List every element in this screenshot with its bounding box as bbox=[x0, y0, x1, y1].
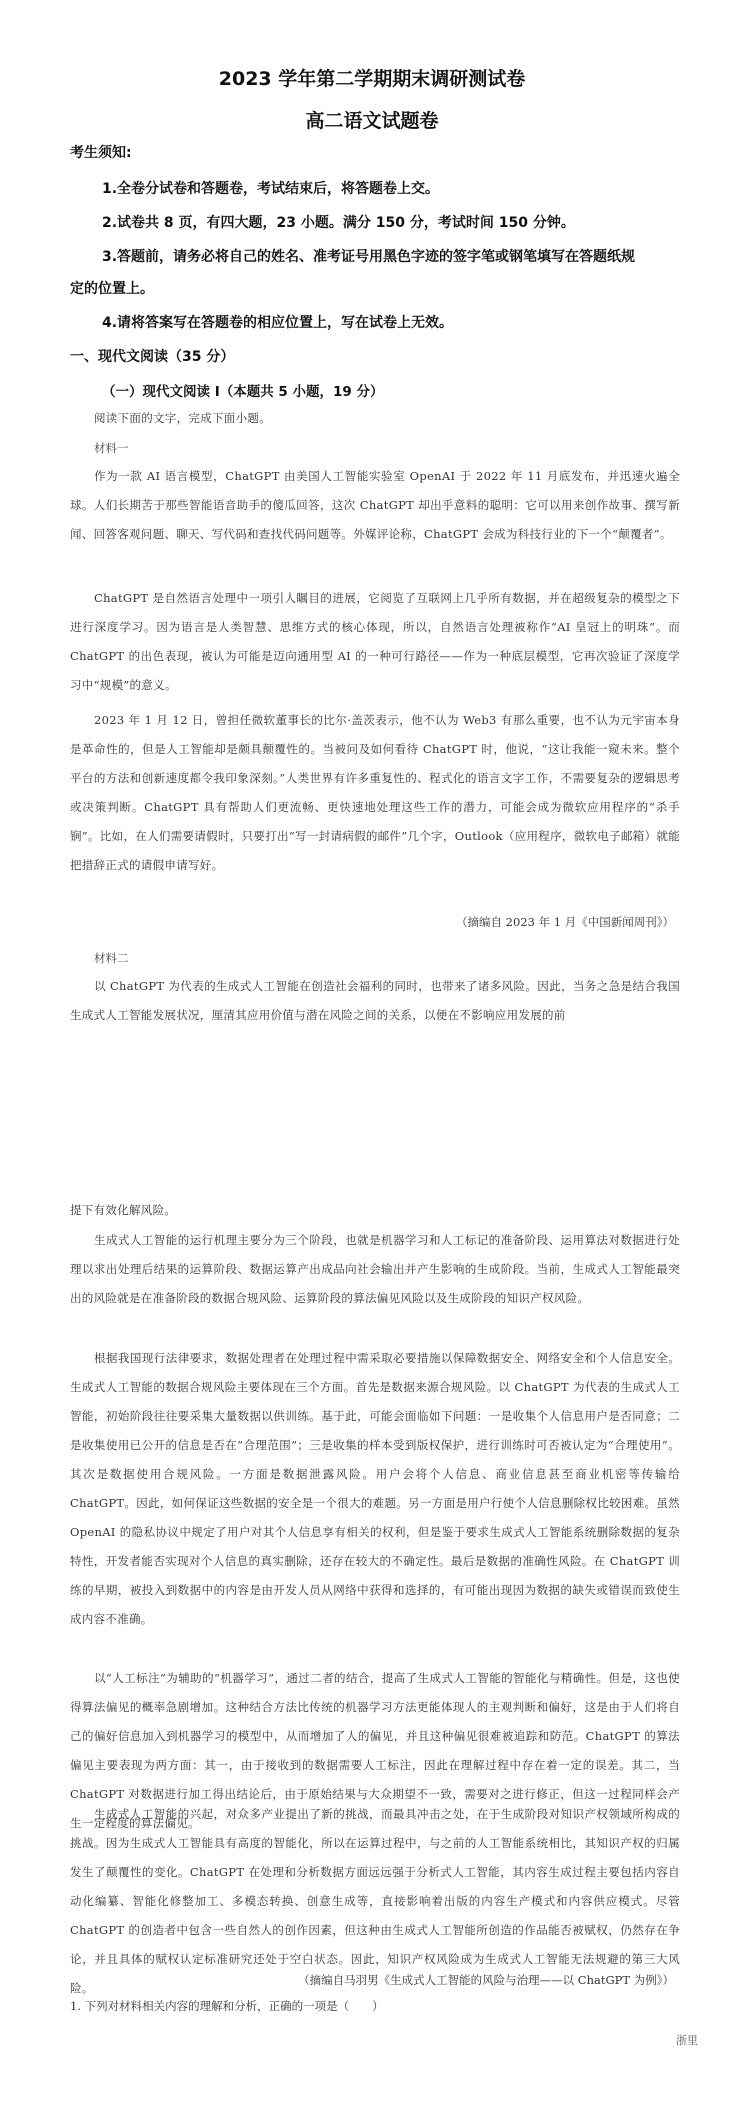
material1-paragraph-3: 2023 年 1 月 12 日，曾担任微软董事长的比尔·盖茨表示，他不认为 Web3 有那么重要，也不认为元宇宙本身是革命性的，但是人工智能却是颇具颠覆性的。当被问及如何看待 ChatGPT 时，他说，“这让我能一窥未来。整个平台的方法和创新速度都令我印象深刻。”人类世界有许多重复性的、程式化的语言文字工作，不需要复杂的逻辑思考或决策判断。ChatGPT 具有帮助人们更流畅、更快速地处理这些工作的潜力，可能会成为微软应用程序的“杀手锏”。比如，在人们需要请假时，只要打出“写一封请病假的邮件”几个字，Outlook（应用程序，微软电子邮箱）就能把措辞正式的请假申请写好。 bbox=[70, 713, 680, 872]
notice-heading: 考生须知: bbox=[70, 145, 132, 161]
instruction: 阅读下面的文字，完成下面小题。 bbox=[94, 411, 271, 425]
material1-source: （摘编自 2023 年 1 月《中国新闻周刊》） bbox=[456, 915, 674, 929]
material2-paragraph-3: 根据我国现行法律要求，数据处理者在处理过程中需采取必要措施以保障数据安全、网络安全和个人信息安全。生成式人工智能的数据合规风险主要体现在三个方面。首先是数据来源合规风险。以 ChatGPT 为代表的生成式人工智能，初始阶段往往要采集大量数据以供训练。基于此，可能会面临如下问题：一是收集个人信息用户是否同意；二是收集使用已公开的信息是否在“合理范围”；三是收集的样本受到版权保护，进行训练时可否被认定为“合理使用”。其次是数据使用合规风险。一方面是数据泄露风险。用户会将个人信息、商业信息甚至商业机密等传输给 ChatGPT。因此，如何保证这些数据的安全是一个很大的难题。另一方面是用户行使个人信息删除权比较困难。虽然 OpenAI 的隐私协议中规定了用户对其个人信息享有相关的权利，但是鉴于要求生成式人工智能系统删除数据的复杂特性，开发者能否实现对个人信息的真实删除，还存在较大的不确定性。最后是数据的准确性风险。在 ChatGPT 训练的早期，被投入到数据中的内容是由开发人员从网络中获得和选择的，有可能出现因为数据的缺失或错误而致使生成内容不准确。 bbox=[70, 1351, 680, 1626]
notice-item-1: 1.全卷分试卷和答题卷，考试结束后，将答题卷上交。 bbox=[102, 181, 440, 197]
notice-item-3: 3.答题前，请务必将自己的姓名、准考证号用黑色字迹的签字笔或钢笔填写在答题纸规 bbox=[102, 249, 636, 265]
material2-paragraph-5: 生成式人工智能的兴起，对众多产业提出了新的挑战，而最具冲击之处，在于生成阶段对知识产权领域所构成的挑战。因为生成式人工智能具有高度的智能化，所以在运算过程中，与之前的人工智能系统相比，其知识产权的归属发生了颠覆性的变化。ChatGPT 在处理和分析数据方面远远强于分析式人工智能，其内容生成过程主要包括内容自动化编纂、智能化修整加工、多模态转换、创意生成等，直接影响着出版的内容生产模式和内容供应模式。尽管 ChatGPT 的创造者中包含一些自然人的创作因素，但这种由生成式人工智能所创造的作品能否被赋权，仍然存在争论，并且具体的赋权认定标准研究还处于空白状态。因此，知识产权风险成为生成式人工智能无法规避的第三大风险。 bbox=[70, 1807, 680, 1995]
material2-paragraph-2: 生成式人工智能的运行机理主要分为三个阶段，也就是机器学习和人工标记的准备阶段、运用算法对数据进行处理以求出处理后结果的运算阶段、数据运算产出成品向社会输出并产生影响的生成阶段。当前，生成式人工智能最突出的风险就是在准备阶段的数据合规风险、运算阶段的算法偏见风险以及生成阶段的知识产权风险。 bbox=[70, 1233, 680, 1305]
question-1: 1. 下列对材料相关内容的理解和分析，正确的一项是（ ） bbox=[70, 1999, 384, 2013]
notice-item-2: 2.试卷共 8 页，有四大题，23 小题。满分 150 分，考试时间 150 分钟。 bbox=[102, 215, 575, 231]
material2-paragraph-4: 以“人工标注”为辅助的“机器学习”，通过二者的结合，提高了生成式人工智能的智能化与精确性。但是，这也使得算法偏见的概率急剧增加。这种结合方法比传统的机器学习方法更能体现人的主观判断和偏好，这是由于人们将自己的偏好信息加入到机器学习的模型中，从而增加了人的偏见，并且这种偏见很难被追踪和防范。ChatGPT 的算法偏见主要表现为两方面：其一，由于接收到的数据需要人工标注，因此在理解过程中存在着一定的误差。其二，当 ChatGPT 对数据进行加工得出结论后，由于原始结果与大众期望不一致，需要对之进行修正，但这一过程同样会产生一定程度的算法偏见。 bbox=[70, 1671, 680, 1830]
material2-paragraph-1-cont: 提下有效化解风险。 bbox=[70, 1203, 177, 1217]
footer-mark: 浙里 bbox=[676, 2034, 698, 2047]
section-title: 一、现代文阅读（35 分） bbox=[70, 349, 235, 365]
exam-subtitle: 高二语文试题卷 bbox=[305, 110, 439, 132]
subsection-title: （一）现代文阅读 Ⅰ（本题共 5 小题，19 分） bbox=[102, 384, 384, 400]
material2-source: （摘编自马羽男《生成式人工智能的风险与治理——以 ChatGPT 为例》） bbox=[298, 1973, 674, 1987]
material2-label: 材料二 bbox=[94, 951, 129, 965]
material1-paragraph-2: ChatGPT 是自然语言处理中一项引人瞩目的进展，它阅览了互联网上几乎所有数据，并在超级复杂的模型之下进行深度学习。因为语言是人类智慧、思维方式的核心体现，所以，自然语言处理被称作“AI 皇冠上的明珠”。而 ChatGPT 的出色表现，被认为可能是迈向通用型 AI 的一种可行路径——作为一种底层模型，它再次验证了深度学习中“规模”的意义。 bbox=[70, 591, 680, 692]
notice-item-3-cont: 定的位置上。 bbox=[70, 281, 154, 297]
material1-label: 材料一 bbox=[94, 441, 129, 455]
material1-paragraph-1: 作为一款 AI 语言模型，ChatGPT 由美国人工智能实验室 OpenAI 于 2022 年 11 月底发布，并迅速火遍全球。人们长期苦于那些智能语音助手的傻瓜回答，这次 ChatGPT 却出乎意料的聪明：它可以用来创作故事、撰写新闻、回答客观问题、聊天、写代码和查找代码问题等。外媒评论称，ChatGPT 会成为科技行业的下一个“颠覆者”。 bbox=[70, 469, 680, 541]
material2-paragraph-1: 以 ChatGPT 为代表的生成式人工智能在创造社会福利的同时，也带来了诸多风险。因此，当务之急是结合我国生成式人工智能发展状况，厘清其应用价值与潜在风险之间的关系，以便在不影响应用发展的前 bbox=[70, 979, 680, 1022]
notice-item-4: 4.请将答案写在答题卷的相应位置上，写在试卷上无效。 bbox=[102, 315, 454, 331]
exam-title: 2023 学年第二学期期末调研测试卷 bbox=[218, 68, 526, 90]
